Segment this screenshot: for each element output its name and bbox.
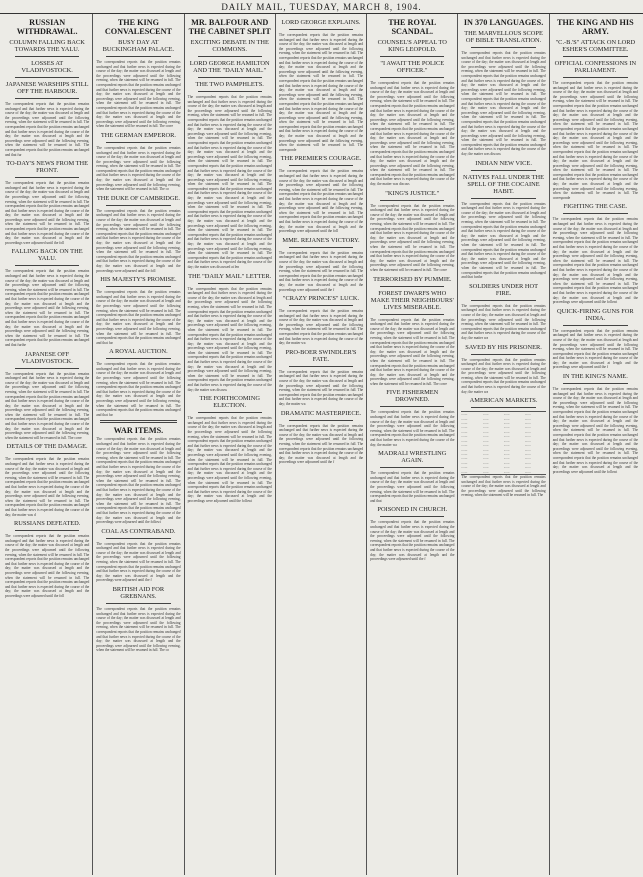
table-cell: ....... xyxy=(524,447,531,452)
headline-rule xyxy=(563,383,628,384)
sub-headline: PRO-BOER SWINDLER'S FATE. xyxy=(285,348,357,363)
column-1 xyxy=(2,14,93,875)
article-body-text: The correspondent reports that the position remains unchanged and that further news is expected during the course of the day; the matter was discussed at length and the proceedings were adjourned until the following evening, when the statement will be resumed in full. The correspondent reports that the position remains unchanged and that further news is expected during the course of the day; the matter was discussed at length and the proceedings were adjourned until the f xyxy=(96,541,181,583)
article-body-text: The correspondent reports that the position remains unchanged and that further news is expected during the course of the day; the matter was discussed at length and the proceedings were adjourned until the following evening, when the statement will be resumed in full. The correspondent reports that the position remains unchanged and that further news is expected during the course of the day; the matter was discussed at length and the proceedings were adjourned until the following evening, when the statement will be resumed in full. The correspondent reports that the position remains unchanged and that further news is expected during the course of the day; the matter was discussed at length and the proceedings were adjourned until the foll xyxy=(278,169,364,234)
column-7 xyxy=(550,14,641,875)
sub-headline: THE PREMIER'S COURAGE. xyxy=(280,155,362,163)
headline-rule xyxy=(471,300,535,301)
headline-rule xyxy=(380,516,444,517)
columns-container xyxy=(2,14,641,875)
table-cell: ....... xyxy=(524,412,531,417)
table-cell: ....... xyxy=(482,412,489,417)
table-cell: ....... xyxy=(482,456,489,461)
headline-rule xyxy=(198,283,262,284)
main-headline: THE KING AND HIS ARMY. xyxy=(557,18,634,36)
column-2 xyxy=(93,14,184,875)
table-cell: ....... xyxy=(461,421,468,426)
article-body-text: The correspondent reports that the position remains unchanged and that further news is expected during the course of the day; the matter was discussed at length and the proceedings were adjourned until the following evening, when the statement will be resumed in full. The correspondent reports that the position remains unchanged and that further news is expected during the course of the day; the matter was discussed at length and the proceedings were adjourned until the following evening, when the statement will be resumed in full. The correspondent reports that the position remains unchanged and that further news is expected during the course of the day; the matter was discussed at length and the proceedings were adjourned until the following evening, when the statement will be resumed in full. The correspondent reports that the position remains unchanged and that further news is expected during the course of the day; the matter was discussed at length and the proceedings were adjourned until the followi xyxy=(96,437,181,525)
article-body-text: The correspondent reports that the position remains unchanged and that further news is expected during the course of the day; the matter was discussed at length and the proceedings were adjourned until the following evening, when the statement will be resumed in full. The correspondent reports that the position remains unchanged and that further news is expected during the course of the day; the matter was discussed at length and the proceedings were adjourned until the following evening, when the statement will be resumed in full. The correspondent reports that the position remains unchanged and that further news is expected during the course of the day; the matter was discussed at length and the proceedings were adjourned until the following evening, when the statement will be resumed in full. The correspondent reports that the position remains unchanged and that further news is expected during the course of the day; the matter was discussed at length and the proceedings were adjourned until the following evening, when the statement will be resumed in full. The correspondent reports that the position remains unchanged and that further news is expected during the course of the day; the matter was discuss xyxy=(370,81,455,187)
article-body-text: The correspondent reports that the position remains unchanged and that further news is expected during the course of the day; the matter was discussed at length and the proceedings were adjourned until the following evening, when the statement will be resumed in full. The correspondent reports that the position remains unchanged and that further news is expected during the course of the day; the matter was discussed at length and the proceedings were adjourned until the following evening, when the statement will be resumed in full. The correspondent reports that the position remains unchanged and that fur xyxy=(96,290,181,345)
sub-headline: POISONED IN CHURCH. xyxy=(377,506,448,514)
headline-rule xyxy=(198,77,262,78)
headline-rule xyxy=(471,354,535,355)
headline-rule xyxy=(380,200,444,201)
sub-headline: TO-DAY'S NEWS FROM THE FRONT. xyxy=(6,160,89,175)
headline-rule xyxy=(198,56,262,57)
table-cell: ....... xyxy=(503,465,510,470)
table-cell: ....... xyxy=(461,434,468,439)
table-cell: ....... xyxy=(461,456,468,461)
table-cell: ....... xyxy=(482,425,489,430)
table-cell: ....... xyxy=(482,447,489,452)
table-cell: ....... xyxy=(524,469,531,474)
headline-rule xyxy=(106,56,170,57)
table-cell: ....... xyxy=(461,425,468,430)
table-cell: ....... xyxy=(503,443,510,448)
headline-rule xyxy=(289,247,353,248)
table-cell: ....... xyxy=(524,425,531,430)
headline-rule xyxy=(380,286,444,287)
sub-headline: RUSSIANS DEFEATED. xyxy=(13,520,81,528)
sub-headline: HIS MAJESTY'S PROMISE. xyxy=(100,276,177,284)
headline-rule xyxy=(106,538,170,539)
sub-headline: TERRORISED BY PUMMIE. xyxy=(373,275,452,283)
headline-rule xyxy=(380,467,444,468)
headline-rule xyxy=(15,453,79,454)
article-body-text: The correspondent reports that the position remains unchanged and that further news is expected during the course of the day; the matter was discussed at length and the proceedings were adjourned until the following evening, when the statement will be resumed in full. The correspondent reports that the position remains unchanged and that further news is expected during the course of the day; the matter was discussed at length and the proceedings were adjourned until the f xyxy=(370,520,455,562)
sub-headline: LOSSES AT VLADIVOSTOCK. xyxy=(21,60,73,74)
headline-rule xyxy=(15,177,79,178)
headline-rule xyxy=(289,165,353,166)
column-5 xyxy=(367,14,458,875)
headline-rule xyxy=(106,358,170,359)
table-cell: ....... xyxy=(461,465,468,470)
headline-rule xyxy=(380,406,444,407)
table-cell: ....... xyxy=(503,451,510,456)
table-cell: ....... xyxy=(503,429,510,434)
sub-headline: FALLING BACK ON THE YALU. xyxy=(11,248,83,263)
column-6 xyxy=(458,14,549,875)
table-cell: ....... xyxy=(524,451,531,456)
table-cell: ....... xyxy=(461,460,468,465)
headline-rule xyxy=(15,530,79,531)
sub-headline: NATIVES FALL UNDER THE SPELL OF THE COCAINE HABIT. xyxy=(463,173,545,195)
headline-rule xyxy=(198,91,262,92)
article-body-text: The correspondent reports that the position remains unchanged and that further news is expected during the course of the day; the matter was discussed at length and the proceedings were adjourned until the following evening, when the statement will be resumed in full. The correspondent reports that the position remains unchanged and that further news is expected during the course of the day; the matter wa xyxy=(461,357,546,394)
headline-rule xyxy=(563,56,628,57)
headline-rule xyxy=(289,420,353,421)
headline-rule xyxy=(471,198,535,199)
article-body-text: The correspondent reports that the position remains unchanged and that further news is expected during the course of the day; the matter was discussed at length and the proceedings were adjourned until the following evening, when the statement will be resumed in full. The correspondent reports that the position remains unchanged and that further news is expected during the course of the day; the matter wa xyxy=(278,369,364,406)
headline-rule xyxy=(471,407,535,408)
headline-rule xyxy=(15,56,79,57)
sub-headline: BRITISH AID FOR GREBNANS. xyxy=(112,586,165,601)
article-body-text: The correspondent reports that the position remains unchanged and that further news is expected during the course of the day; the matter was discussed at length and the proceedings were adjourned until the following evening, when the statement will be resumed in full. The correspondent reports that the position remains unchanged and that further news is expected during the course of the day; the matter was discussed at length and the proceedings were adjourned until the following evening, when the statement will be resumed in full. The correspondent reports that the position remains unchanged and that further news is expected during the course of the day; the matter was discussed at length and the proceedings were adjourned until the following evening, when the statement will be resumed in full. The correspondent reports that the position remains unchanged and that further news is expected during the course of the day; the matter was discussed at length and the proceedings were adjourned until the following evening, when the statement will be resumed in full. The correspondent reports that the position remains unchanged and that further news is expected during the course of the day; the matter was discuss xyxy=(187,286,272,392)
headline-rule xyxy=(563,213,628,214)
article-body-text: The correspondent reports that the position remains unchanged and that further news is expected during the course of the day; the matter was discussed at length and the proceedings were adjourned until the following evening, when the statement will be resumed in full. The correspondent reports that the position remains unchanged and that further news is expected during the course of the day; the matter was discussed at length and the proceedings were adjourned until the following evening, when the statement will be resumed in full. The co xyxy=(96,145,181,192)
headline-rule xyxy=(198,412,262,413)
table-cell: ....... xyxy=(461,451,468,456)
headline-rule xyxy=(563,325,628,326)
sub-headline: FOREST DWARFS WHO MAKE THEIR NEIGHBOURS' LIVES MISERABLE. xyxy=(370,289,454,311)
article-body-text: The correspondent reports that the position remains unchanged and that further news is expected during the course of the day; the matter was discussed at length and the proceedings were adjourned until the following evening, when the statement will be resumed in full. The correspondent reports that the position remains unchanged and that further news is expected during the course of the day; the matter wa xyxy=(370,410,455,447)
table-cell: ....... xyxy=(482,465,489,470)
sub-headline: FIVE FISHERMEN DROWNED. xyxy=(386,389,439,404)
sub-headline: QUICK-FIRING GUNS FOR INDIA. xyxy=(556,307,634,322)
headline-rule xyxy=(563,77,628,78)
sub-headline: THE MARVELLOUS SCOPE OF BIBLE TRANSLATION. xyxy=(464,30,543,44)
headline-rule xyxy=(15,368,79,369)
article-body-text: The correspondent reports that the position remains unchanged and that further news is expected during the course of the day; the matter was discussed at length and the proceedings were adjourned until the following evening, when the statement will be resumed in full. The correspondent reports that the position remains unchanged and that further news is expected during the course of the day; the matter was discussed at length and the proceedings were adjourned until the following evening, when the statement will be resumed in full. The correspondent reports that the position remains unchanged and that fur xyxy=(96,362,181,417)
sub-headline: "CRAZY PRINCE'S" LUCK. xyxy=(282,295,360,303)
headline-rule xyxy=(106,142,170,143)
table-cell: ....... xyxy=(524,421,531,426)
article-body-text: The correspondent reports that the position remains unchanged and that further news is expected during the course of the day; the matter was discussed at length and the proceedings were adjourned until the following evening, when the statement will be resumed in full. The correspondent reports that the position remains unchanged and that further news is expected during the course of the day; the matter was discussed at length and the proceedings were adjourned until the following evening, when the statement will be resumed in full. The correspondent reports that the position remains unchanged and that further news is expected during the course of the day; the matter was discussed at length and the proceedings were adjourned until the following evening, when the statement will be resumed in full. The correspondent reports that the position remains unchanged and that further news is expected during the course of the day; the matter was discussed at length and the proceedings were adjourned until the following evening, when the statement will be resumed in full. The correspondent reports that the position remains unchanged and that further news is expected during the course of the day; the matter was discuss xyxy=(461,51,546,157)
article-body-text: The correspondent reports that the position remains unchanged and that further news is expected during the course of the day; the matter was discussed at length and the proceedings were adjourned until the following evening, when the statement will be resumed in full. The correspondent reports that the position remains unchanged and that further news is expected during the course of the day; the matter wa xyxy=(278,309,364,346)
sub-headline: DETAILS OF THE DAMAGE. xyxy=(6,443,88,451)
article-body-text: The correspondent reports that the position remains unchanged and that further news is expected during the course of the day; the matter was discussed at length and the proceedings were adjourned until the following evening, when the statement will be resumed in full. The correspondent reports that the position remains unchanged and that further news is expected during the course of the day; the matter was discussed at length and the proceedings were adjourned until the following evening, when the statement will be resumed in full. The correspondent reports that the position remains unchanged and that fur xyxy=(5,102,90,157)
table-cell: ....... xyxy=(524,465,531,470)
table-cell: ....... xyxy=(461,416,468,421)
table-cell: ....... xyxy=(482,469,489,474)
masthead: DAILY MAIL, TUESDAY, MARCH 8, 1904. xyxy=(0,0,643,14)
article-body-text: The correspondent reports that the position remains unchanged and that further news is expected during the course of the day; the matter was discussed at length and the proceedings were adjourned until the following evening, when the statement will be resumed in full. The correspondent reports that the position remains unchanged and that further news is expected during the course of the day; the matter was discussed at length and the proceedings were adjourned until the following evening, when the statement will be resumed in full. The co xyxy=(96,607,181,653)
headline-rule xyxy=(471,47,535,48)
sub-headline: SAVED BY HIS PRISONER. xyxy=(465,343,542,351)
table-cell: ....... xyxy=(524,429,531,434)
table-cell: ....... xyxy=(482,429,489,434)
article-body-text: The correspondent reports that the position remains unchanged and that further news is expected during the course of the day; the matter was discussed at length and the proceedings were adjourned until the following evening, when the statement will be resumed in full. The correspondent reports that the position remains unchanged and that further news is expected during the course of the day; the matter wa xyxy=(461,303,546,340)
article-body-text: The correspondent reports that the position remains unchanged and that further news is expected during the course of the day; the matter was discussed at length and the proceedings were adjourned until the following evening, when the statement will be resumed in full. The correspondent reports that the position remains unchanged and that further news is expected during the course of the day; the matter was discussed at length and the proceedings were adjourned until the following evening, when the statement will be resumed in full. The correspondent reports that the position remains unchanged and that further news is expected during the course of the day; the matter was discussed at length and the proceedings were adjourned until the following evening, when the statement will be resumed in full. The correspondent reports that the position remains unchanged and that further news is expected during the course of the day; the matter was discussed at length and the proceedings were adjourned until the followi xyxy=(552,217,638,305)
table-cell: ....... xyxy=(503,416,510,421)
article-body-text: The correspondent reports that the position remains unchanged and that further news is expected during the course of the day; the matter was discussed at length and the proceedings were adjourned until the following evening, when the statement will be resumed in full. The correspondent reports that the position remains unchanged and that further news is expected during the course of the day; the matter was discussed at length and the proceedings were adjourned until the following evening, when the statement will be resumed in full. The correspondent reports that the position remains unchanged and that further news is expected during the course of the day; the matter was discussed at length and the proceedings were adjourned until the foll xyxy=(5,181,90,245)
table-cell: ....... xyxy=(524,460,531,465)
article-body-text: The correspondent reports that the position remains unchanged and that further news is expected during the course of the day; the matter was discussed at length and the proceedings were adjourned until the following evening, when the statement will be resumed in full. The correspondent reports that the position remains unchanged and that further news is expected during the course of the day; the matter was discussed at length and the proceedings were adjourned until the following evening, when the statement will be resumed in full. The correspondent reports that the position remains unchanged and that further news is expected during the course of the day; the matter was d xyxy=(5,457,90,517)
sub-headline: EXCITING DEBATE IN THE COMMONS. xyxy=(190,39,269,53)
headline-rule xyxy=(15,98,79,99)
sub-headline: IN THE KING'S NAME. xyxy=(562,373,628,381)
main-headline: IN 370 LANGUAGES. xyxy=(463,18,544,27)
table-cell: ....... xyxy=(503,421,510,426)
article-body-text: The correspondent reports that the position remains unchanged and that further news is expected during the course of the day; the matter was discussed at length and the proceedings were adjourned until the following evening, when the statement will be resumed in full. The correspondent reports that the position remains unchanged and that further news is expected during the course of the day; the matter was discussed at length and the proceedings were adjourned until the following evening, when the statement will be resumed in full. The correspondent reports that the position remains unchanged and that further news is expected during the course of the day; the matter was discussed at length and the proceedings were adjourned until the following evening, when the statement will be resumed in full. The corre xyxy=(370,203,455,272)
sub-headline: LORD GEORGE HAMILTON AND THE "DAILY MAIL." xyxy=(189,60,270,74)
table-row xyxy=(461,470,545,474)
headline-rule xyxy=(289,366,353,367)
sub-headline: OFFICIAL CONFESSIONS IN PARLIAMENT. xyxy=(554,60,637,74)
sub-headline: COLUMN FALLING BACK TOWARDS THE YALU. xyxy=(9,39,85,53)
sub-headline: MADRALI WRESTLING AGAIN. xyxy=(378,450,447,465)
table-cell: ....... xyxy=(482,443,489,448)
article-body-text: The correspondent reports that the position remains unchanged and that further news is expected during the course of the day; the matter was discussed at length and the proceedings were adjourned until the following evening, when the statement will be resumed in full. The correspondent reports that the position remains unchanged and that further news is expected during the course of the day; the matter was discussed at length and the proceedings were adjourned until the following evening, when the statement will be resumed in full. The correspondent reports that the position remains unchanged and that further news is expected during the course of the day; the matter was discussed at length and the proceedings were adjourned until the following evening, when the statement will be resumed in full. The correspondent reports that the position remains unchanged and that furthe xyxy=(461,201,546,280)
sub-headline: BUSY DAY AT BUCKINGHAM PALACE. xyxy=(102,39,175,53)
sub-headline: FIGHTING THE CASE. xyxy=(563,203,628,211)
sub-headline: "I AWAIT THE POLICE OFFICER." xyxy=(380,60,445,74)
table-cell: ....... xyxy=(461,447,468,452)
table-cell: ....... xyxy=(482,421,489,426)
headline-rule xyxy=(380,314,444,315)
headline-rule xyxy=(289,29,353,30)
table-cell: ....... xyxy=(461,438,468,443)
sub-headline: THE "DAILY MAIL" LETTER. xyxy=(188,272,272,280)
article-body-text: The correspondent reports that the position remains unchanged and that further news is expected during the course of the day; the matter was discussed at length and the proceedings were adjourned until the following evening, when the statement will be resumed in full. The correspondent reports that the position remains unchanged and that further news is expected during the course of the day; the matter was discussed at length and the proceedings were adjourned until the following evening, when the statement will be resumed in full. The correspondent reports that the position remains unchanged and that further news is expected during the course of the day; the matter was discussed at length and the proceedings were adjourned until the foll xyxy=(96,208,181,273)
article-body-text: The correspondent reports that the position remains unchanged and that further news is expected during the course of the day; the matter was discussed at length and the proceedings were adjourned until the following evening, when the statement will be resumed in full. The correspondent reports that the position remains unchanged and that further news is expected during the course of the day; the matter was discussed at length and the proceedings were adjourned until the f xyxy=(278,423,364,465)
article-body-text: The correspondent reports that the position remains unchanged and that further news is expected during the course of the day; the matter was discussed at length and the proceedings were adjourned until the following evening, when the statement will be resumed in full. The correspondent reports that the position remains unchanged and that further news is expected during the course of the day; the matter was discussed at length and the proceedings were adjourned until the following evening, when the statement will be resumed in full. The correspondent reports that the position remains unchanged and that further news is expected during the course of the day; the matter was discussed at length and the proceedings were adjourned until the following evening, when the statement will be resumed in full. The correspondent reports that the position remains unchanged and that further news is expected during the course of the day; the matter was discussed at length and the proceedings were adjourned until the followi xyxy=(187,416,272,503)
article-body-text: The correspondent reports that the position remains unchanged and that further news is expected during the course of the day; the matter was discussed at length and the proceedings were adjourned until the following evening, when the statement will be resumed in full. The correspondent reports that the position remains unchanged and that further news is expected during the course of the day; the matter was discussed at length and the proceedings were adjourned until the f xyxy=(278,250,364,292)
sub-headline: "KING'S JUSTICE." xyxy=(385,189,440,197)
article-body-text: The correspondent reports that the position remains unchanged and that further news is expected during the course of the day; the matter was discussed at length and the proceedings were adjourned until the following evening, when the statement will be resumed in full. The correspondent reports that the position remains unchanged and that further news is expected during the course of the day; the matter was discussed at length and the proceedings were adjourned until the following evening, when the statement will be resumed in full. The correspondent reports that the position remains unchanged and that further news is expected during the course of the day; the matter was discussed at length and the proceedings were adjourned until the following evening, when the statement will be resumed in full. The correspondent reports that the position remains unchanged and that furthe xyxy=(5,269,90,347)
table-cell: ....... xyxy=(503,425,510,430)
main-headline: RUSSIAN WITHDRAWAL. xyxy=(16,18,78,36)
table-cell: ....... xyxy=(503,469,510,474)
article-body-text: The correspondent reports that the position remains unchanged and that further news is expected during the course of the day; the matter was discussed at length and the proceedings were adjourned until the following evening, when the statement will be resumed in full. The correspondent reports that the position remains unchanged and that further news is expected during the course of the day; the matter was discussed at length and the proceedings were adjourned until the following evening, when the statement will be resumed in full. The correspondent reports that the position remains unchanged and that further news is expected during the course of the day; the matter was discussed at length and the proceedings were adjourned until the foll xyxy=(5,534,90,598)
table-cell: ....... xyxy=(482,460,489,465)
headline-rule xyxy=(289,305,353,306)
table-cell: ....... xyxy=(482,451,489,456)
headline-rule xyxy=(471,170,535,171)
table-cell: ....... xyxy=(461,469,468,474)
table-cell: ....... xyxy=(482,438,489,443)
article-body-text: The correspondent reports that the position remains unchanged and that further news is expected during the course of the day; the matter was discussed at length and the proceedings were adjourned until the following evening, when the statement will be resumed in full. The correspondent reports that the position remains unchanged and that further news is expected during the course of the day; the matter was discussed at length and the proceedings were adjourned until the following evening, when the statement will be resumed in full. The correspondent reports that the position remains unchanged and that further news is expected during the course of the day; the matter was discussed at length and the proceedings were adjourned until the following evening, when the statement will be resumed in full. The corre xyxy=(370,317,455,386)
article-body-text: The correspondent reports that the position remains unchanged and that further news is expected during the course of the day; the matter was discussed at length and the proceedings were adjourned until the following evening, when the statement will be resumed in full. The correspondent reports that the position remains unchanged and that further news is expected during the course of the day; the matter was discussed at length and the proceedings were adjourned until the following evening, when the statement will be resumed in full. The correspondent reports that the position remains unchanged and that further news is expected during the course of the day; the matter was discussed at length and the proceedings were adjourned until the following evening, when the statement will be resumed in full. The correspondent reports that the position remains unchanged and that further news is expected during the course of the day; the matter was discussed at length and the proceedings were adjourned until the followi xyxy=(552,387,638,474)
sub-headline: JAPANESE OFF VLADIVOSTOCK. xyxy=(21,350,73,365)
table-cell: ....... xyxy=(524,416,531,421)
column-4 xyxy=(276,14,367,875)
table-cell: ....... xyxy=(503,434,510,439)
article-body-text: The correspondent reports that the position remains unchanged and that further news is expected during the course of the day; the matter was discussed at length and the proceedings were adjourned until the following evening, when the statement will be resumed in full. The correspondent reports that the position remains unchanged and that further news is expected during the course of the day; the matter was discussed at length and the proceedings were adjourned until the following evening, when the statement will be resumed in full. The correspondent reports that the position remains unchanged and that further news is expected during the course of the day; the matter was discussed at length and the proceedings were adjourned until the following evening, when the statement will be resumed in full. The corre xyxy=(96,60,181,129)
main-headline: THE KING CONVALESCENT xyxy=(104,18,173,36)
main-headline: THE ROYAL SCANDAL. xyxy=(388,18,437,36)
table-cell: ....... xyxy=(524,434,531,439)
sub-headline: MME. REJANE'S VICTORY. xyxy=(282,236,360,244)
table-cell: ....... xyxy=(461,429,468,434)
table-cell: ....... xyxy=(503,460,510,465)
sub-headline: COAL AS CONTRABAND. xyxy=(101,527,176,535)
table-cell: ....... xyxy=(524,443,531,448)
headline-rule xyxy=(106,603,170,604)
headline-rule xyxy=(106,205,170,206)
column-3 xyxy=(185,14,276,875)
section-divider xyxy=(100,420,176,423)
sub-headline: JAPANESE WARSHIPS STILL OFF THE HARBOUR. xyxy=(5,81,89,95)
article-body-text: The correspondent reports that the position remains unchanged and that further news is expected during the course of the day; the matter was discussed at length and the proceedings were adjourned until the following evening, when the statement will be resumed in full. The correspondent reports that the position remains unchanged and that further news is expected during the course of the day; the matter was discussed at length and the proceedings were adjourned until the following evening, when the statement will be resumed in full. The correspondent reports that the position remains unchanged and that further news is expected during the course of the day; the matter was discussed at length and the proceedings were adjourned until the following evening, when the statement will be resumed in full. The corre xyxy=(5,371,90,440)
sub-headline: THE GERMAN EMPEROR. xyxy=(100,131,176,139)
market-table xyxy=(461,411,545,475)
article-body-text: The correspondent reports that the position remains unchanged and that further news is expected during the course of the day; the matter was discussed at length and the proceedings were adjourned until the following evening, when the statement will be resumed in full. The xyxy=(461,474,546,498)
article-body-text: The correspondent reports that the position remains unchanged and that further news is expected during the course of the day; the matter was discussed at length and the proceedings were adjourned until the following evening, when the statement will be resumed in full. The correspondent reports that the position remains unchanged and that further news is expected during the course of the day; the matter was discussed at length and the proceedings were adjourned until the f xyxy=(552,328,638,370)
sub-headline: DRAMATIC MASTERPIECE. xyxy=(280,409,362,417)
sub-headline: COUNSEL'S APPEAL TO KING LEOPOLD. xyxy=(377,39,447,53)
article-body-text: The correspondent reports that the position remains unchanged and that further news is expected during the course of the day; the matter was discussed at length and the proceedings were adjourned until the following evening, when the statement will be resumed in full. The correspondent reports that the position remains unchanged and that xyxy=(370,471,455,503)
article-body-text: The correspondent reports that the position remains unchanged and that further news is expected during the course of the day; the matter was discussed at length and the proceedings were adjourned until the following evening, when the statement will be resumed in full. The correspondent reports that the position remains unchanged and that further news is expected during the course of the day; the matter was discussed at length and the proceedings were adjourned until the following evening, when the statement will be resumed in full. The correspondent reports that the position remains unchanged and that further news is expected during the course of the day; the matter was discussed at length and the proceedings were adjourned until the following evening, when the statement will be resumed in full. The correspondent reports that the position remains unchanged and that further news is expected during the course of the day; the matter was discussed at length and the proceedings were adjourned until the following evening, when the statement will be resumed in full. The correspondent reports that the position remains unchanged and that further news is expected during the course of the day; the matter was discussed at length and the proceedings were adjourned until the following evening, when the statement will be resumed in full. The correspondent reports that the position remains unchanged and that further news is expected during the course of the day; the matter was discussed at length and the proceedings were adjourned until the following evening, when the statement will be resumed in full. The correspondent reports that the position remains unchanged and that further news is expected during the course of the day; the matter was discussed at length and the proceedings were adjourned until the following evening, when the statement will be resumed in full. The correspondent reports that the position remains unchanged and that further news is expected during the course of the day; the matter was discussed at len xyxy=(187,95,272,269)
sub-headline: "C.-B.'S" ATTACK ON LORD ESHER'S COMMITTEE. xyxy=(555,39,636,53)
table-cell: ....... xyxy=(524,456,531,461)
article-body-text: The correspondent reports that the position remains unchanged and that further news is expected during the course of the day; the matter was discussed at length and the proceedings were adjourned until the following evening, when the statement will be resumed in full. The correspondent reports that the position remains unchanged and that further news is expected during the course of the day; the matter was discussed at length and the proceedings were adjourned until the following evening, when the statement will be resumed in full. The correspondent reports that the position remains unchanged and that further news is expected during the course of the day; the matter was discussed at length and the proceedings were adjourned until the following evening, when the statement will be resumed in full. The correspondent reports that the position remains unchanged and that further news is expected during the course of the day; the matter was discussed at length and the proceedings were adjourned until the following evening, when the statement will be resumed in full. The correspondent reports that the position remains unchanged and that further news is expected during the course of the day; the matter was discussed at length and the proceedings were adjourned until the following evening, when the statement will be resumed in full. The corresponde xyxy=(552,81,638,200)
sub-headline: THE TWO PAMPHLETS. xyxy=(195,81,264,88)
sub-headline: THE FORTHCOMING ELECTION. xyxy=(199,395,260,410)
table-cell: ....... xyxy=(503,412,510,417)
main-headline: WAR ITEMS. xyxy=(113,426,164,436)
main-headline: MR. BALFOUR AND THE CABINET SPLIT xyxy=(188,18,271,36)
headline-rule xyxy=(380,77,444,78)
sub-headline: LORD GEORGE EXPLAINS. xyxy=(281,19,361,26)
table-cell: ....... xyxy=(503,438,510,443)
article-body-text: The correspondent reports that the position remains unchanged and that further news is expected during the course of the day; the matter was discussed at length and the proceedings were adjourned until the following evening, when the statement will be resumed in full. The correspondent reports that the position remains unchanged and that further news is expected during the course of the day; the matter was discussed at length and the proceedings were adjourned until the following evening, when the statement will be resumed in full. The correspondent reports that the position remains unchanged and that further news is expected during the course of the day; the matter was discussed at length and the proceedings were adjourned until the following evening, when the statement will be resumed in full. The correspondent reports that the position remains unchanged and that further news is expected during the course of the day; the matter was discussed at length and the proceedings were adjourned until the following evening, when the statement will be resumed in full. The correspondent reports that the position remains unchanged and that further news is expected during the course of the day; the matter was discussed at length and the proceedings were adjourned until the following evening, when the statement will be resumed in full. The corresponde xyxy=(278,33,364,152)
sub-headline: INDIAN NEW VICE. xyxy=(475,159,532,167)
table-cell: ....... xyxy=(482,416,489,421)
sub-headline: AMERICAN MARKETS. xyxy=(469,397,538,405)
table-cell: ....... xyxy=(503,447,510,452)
headline-rule xyxy=(106,286,170,287)
headline-rule xyxy=(380,56,444,57)
sub-headline: SOLDIERS UNDER HOT FIRE. xyxy=(469,282,538,297)
table-cell: ....... xyxy=(461,443,468,448)
headline-rule xyxy=(15,265,79,266)
table-cell: ....... xyxy=(524,438,531,443)
sub-headline: A ROYAL AUCTION. xyxy=(109,348,168,356)
table-cell: ....... xyxy=(503,456,510,461)
table-cell: ....... xyxy=(461,412,468,417)
sub-headline: THE DUKE OF CAMBRIDGE. xyxy=(96,194,180,202)
headline-rule xyxy=(15,77,79,78)
table-cell: ....... xyxy=(482,434,489,439)
